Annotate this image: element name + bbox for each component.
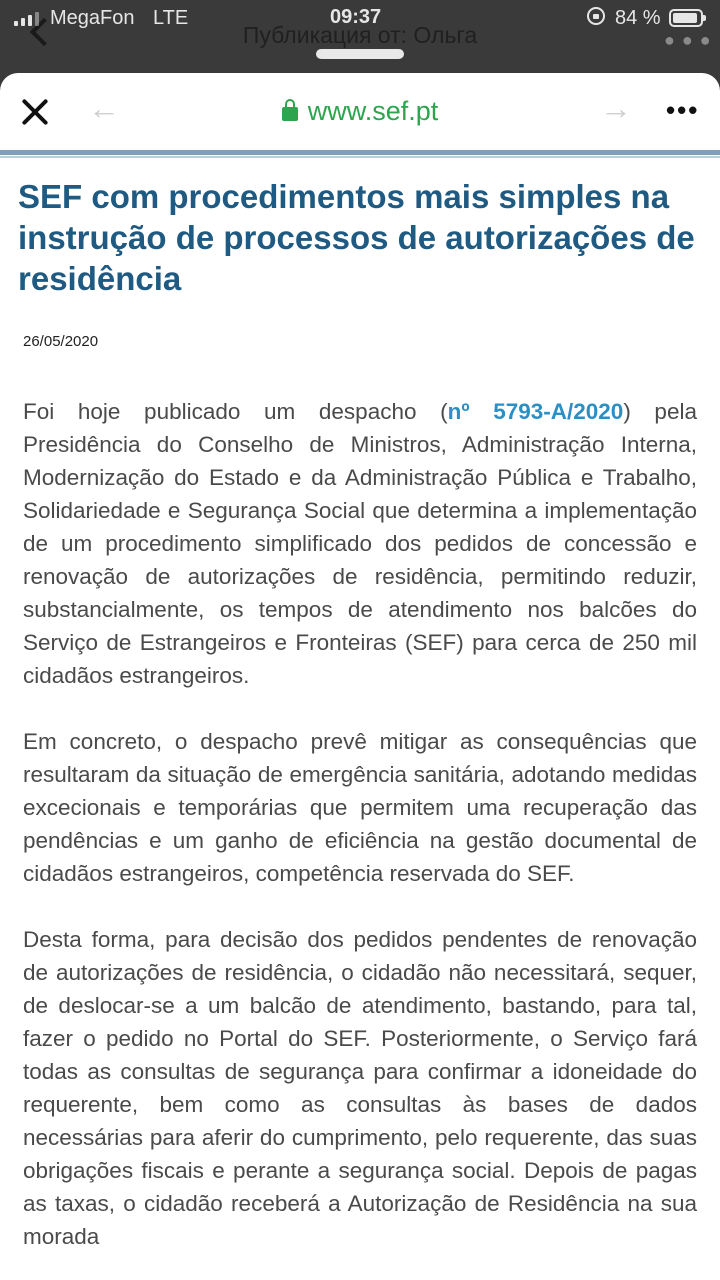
padlock-icon [282,107,298,121]
header-divider [0,150,720,155]
paragraph-1 [23,395,697,692]
more-options-icon[interactable]: ••• [666,95,700,125]
paragraph-3: Desta forma, para decisão dos pedidos pendentes de renovação de autorizações de residência, o cidadão não necessitará, sequer, de deslocar-se a um balcão de atendimento, bastando, para tal, fazer o pedido no Portal do SEF. Posteriormente, o Serviço fará todas as consultas de segurança para confirmar a idoneidade do requerente, bem como as consultas às bases de dados necessárias para aferir do cumprimento, pelo requerente, das suas obrigações fiscais e perante a segurança social. Depois de pagas as taxas, o cidadão receberá a Autorização de Residência na sua morada [23,927,697,1249]
article-headline: SEF com procedimentos mais simples na instrução de processos de autorizações de residência [18,178,695,297]
signal-strength-icon [14,12,39,26]
status-bar [0,0,720,38]
paragraph-1-rest: ) pela Presidência do Conselho de Ministros, Administração Interna, Modernização do Estado e da Administração Pública e Trabalho, Solidariedade e Segurança Social que determina a implementação de um procedimento simplificado dos pedidos de concessão e renovação de autorizações de residência, permitindo reduzir, substancialmente, os tempos de atendimento nos balcões do Serviço de Estrangeiros e Fronteiras (SEF) para cerca de 250 mil cidadãos estrangeiros. [23,399,697,688]
header-divider-light [0,156,720,158]
rotation-lock-icon [587,7,605,25]
clock: 09:37 [330,6,382,28]
carrier-name: MegaFon [50,7,135,29]
browser-toolbar [0,73,720,149]
battery-icon [669,9,703,27]
sheet-grab-handle[interactable] [316,49,404,59]
despacho-link[interactable]: nº 5793-A/2020 [447,399,624,424]
article-date: 26/05/2020 [23,333,99,350]
url-text: www.sef.pt [307,96,439,126]
options-dots-icon[interactable]: ● ● ● [664,30,712,50]
browser-sheet [0,73,720,1280]
paragraph-1-start: Foi hoje publicado um despacho ( [23,399,448,424]
paragraph-2: Em concreto, o despacho prevê mitigar as consequências que resultaram da situação de emergência sanitária, adotando medidas excecionais e temporárias que permitem uma recuperação das pendências e um ganho de eficiência na gestão documental de cidadãos estrangeiros, competência reservada do SEF. [23,729,697,886]
publication-title: Публикация от: Ольга [242,22,478,48]
network-type: LTE [153,7,189,29]
article-body [23,395,697,1280]
forward-arrow-icon[interactable]: → [600,90,632,126]
back-arrow-icon[interactable]: ← [88,90,120,126]
battery-percentage: 84 % [615,7,661,29]
